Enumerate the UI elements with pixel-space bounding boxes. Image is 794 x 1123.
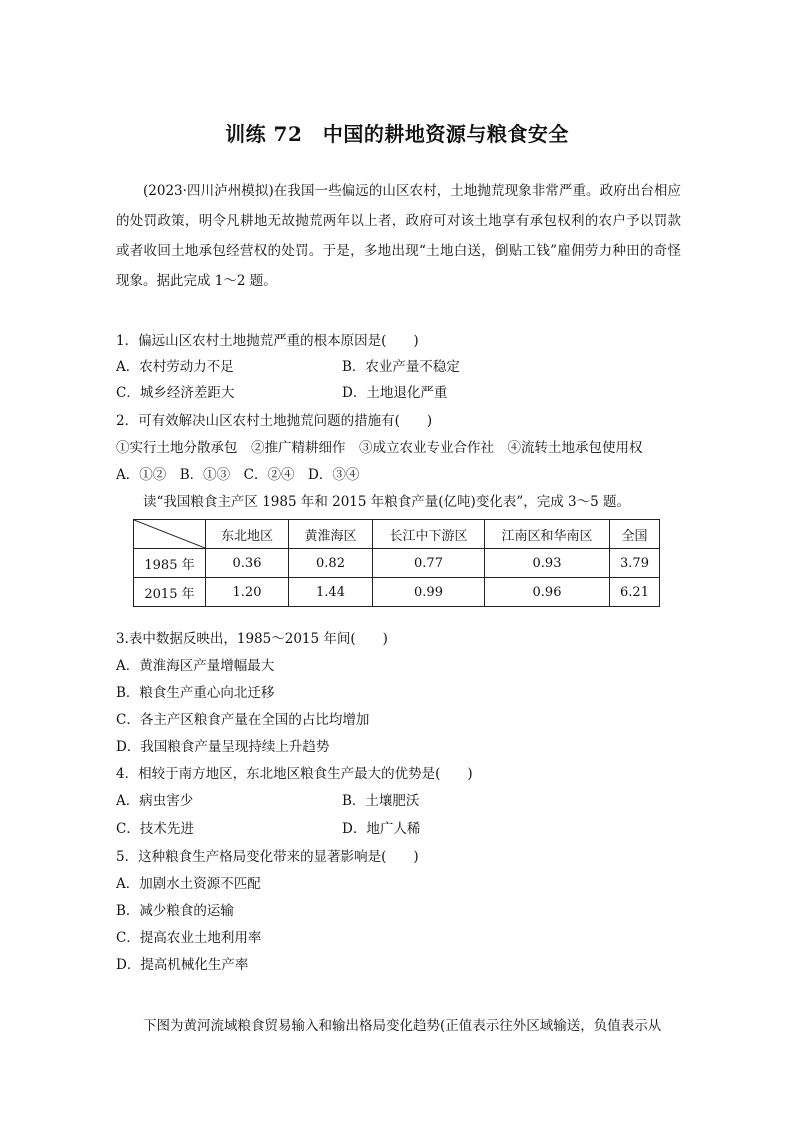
- table-header-cell: 黄淮海区: [289, 520, 373, 549]
- table-cell: 0.96: [485, 578, 610, 607]
- question-1-stem: 1．偏远山区农村土地抛荒严重的根本原因是( ): [116, 333, 419, 349]
- table-corner-cell: [134, 520, 206, 549]
- table-header-cell: 江南区和华南区: [485, 520, 610, 549]
- table-header-cell: 长江中下游区: [373, 520, 485, 549]
- table-cell: 0.93: [485, 549, 610, 578]
- question-5-option-b: B．减少粮食的运输: [116, 903, 234, 919]
- table-header-row: [134, 520, 660, 549]
- question-4-option-c: C．技术先进: [116, 821, 194, 837]
- question-1-option-b: B．农业产量不稳定: [342, 359, 460, 375]
- table-cell: 0.82: [289, 549, 373, 578]
- table-row: [134, 578, 660, 607]
- page-title: 训练 72 中国的耕地资源与粮食安全: [225, 122, 569, 146]
- intro-paragraph: (2023·四川泸州模拟)在我国一些偏远的山区农村，土地抛荒现象非常严重。政府出台相应的处罚政策，明令凡耕地无故抛荒两年以上者，政府可对该土地享有承包权利的农户予以罚款或者收回土地承包经营权的处罚。于是，多地出现“土地白送，倒贴工钱”雇佣劳力种田的奇怪现象。据此完成 1～2 题。: [116, 183, 681, 289]
- question-4-option-d: D．地广人稀: [342, 821, 421, 837]
- question-2-items: ①实行土地分散承包 ②推广精耕细作 ③成立农业专业合作社 ④流转土地承包使用权: [116, 440, 643, 456]
- question-3-option-a: A．黄淮海区产量增幅最大: [116, 658, 275, 674]
- question-3-option-c: C．各主产区粮食产量在全国的占比均增加: [116, 712, 370, 728]
- question-4-option-a: A．病虫害少: [116, 793, 194, 809]
- question-5-option-c: C．提高农业土地利用率: [116, 930, 262, 946]
- question-3-stem: 3.表中数据反映出，1985～2015 年间( ): [116, 631, 388, 647]
- table-cell: 0.77: [373, 549, 485, 578]
- table-cell: 1.44: [289, 578, 373, 607]
- next-section-paragraph: 下图为黄河流域粮食贸易输入和输出格局变化趋势(正值表示往外区域输送，负值表示从: [143, 1018, 662, 1034]
- question-1-option-c: C．城乡经济差距大: [116, 385, 235, 401]
- table-row: [134, 549, 660, 578]
- table-cell: 0.99: [373, 578, 485, 607]
- question-5-option-a: A．加剧水土资源不匹配: [116, 876, 261, 892]
- question-1-option-a: A．农村劳动力不足: [116, 359, 234, 375]
- table-row-label: 1985 年: [134, 549, 206, 578]
- question-4-option-b: B．土壤肥沃: [342, 793, 420, 809]
- table-header-cell: 全国: [610, 520, 660, 549]
- question-1-option-d: D．土地退化严重: [342, 385, 448, 401]
- table-cell: 1.20: [206, 578, 289, 607]
- question-4-stem: 4．相较于南方地区，东北地区粮食生产最大的优势是( ): [116, 766, 473, 782]
- table-cell: 0.36: [206, 549, 289, 578]
- table-intro: 读“我国粮食主产区 1985 年和 2015 年粮食产量(亿吨)变化表”，完成 3～5 题。: [143, 494, 630, 510]
- table-header-cell: 东北地区: [206, 520, 289, 549]
- question-5-option-d: D．提高机械化生产率: [116, 957, 249, 973]
- grain-production-table: [133, 519, 660, 607]
- question-3-option-b: B．粮食生产重心向北迁移: [116, 685, 275, 701]
- diagonal-line: [134, 520, 205, 548]
- table-cell: 3.79: [610, 549, 660, 578]
- table-row-label: 2015 年: [134, 578, 206, 607]
- question-3-option-d: D．我国粮食产量呈现持续上升趋势: [116, 739, 330, 755]
- question-2-stem: 2．可有效解决山区农村土地抛荒问题的措施有( ): [116, 413, 433, 429]
- question-5-stem: 5．这种粮食生产格局变化带来的显著影响是( ): [116, 849, 419, 865]
- question-2-options: A．①② B．①③ C．②④ D．③④: [116, 467, 360, 483]
- table-cell: 6.21: [610, 578, 660, 607]
